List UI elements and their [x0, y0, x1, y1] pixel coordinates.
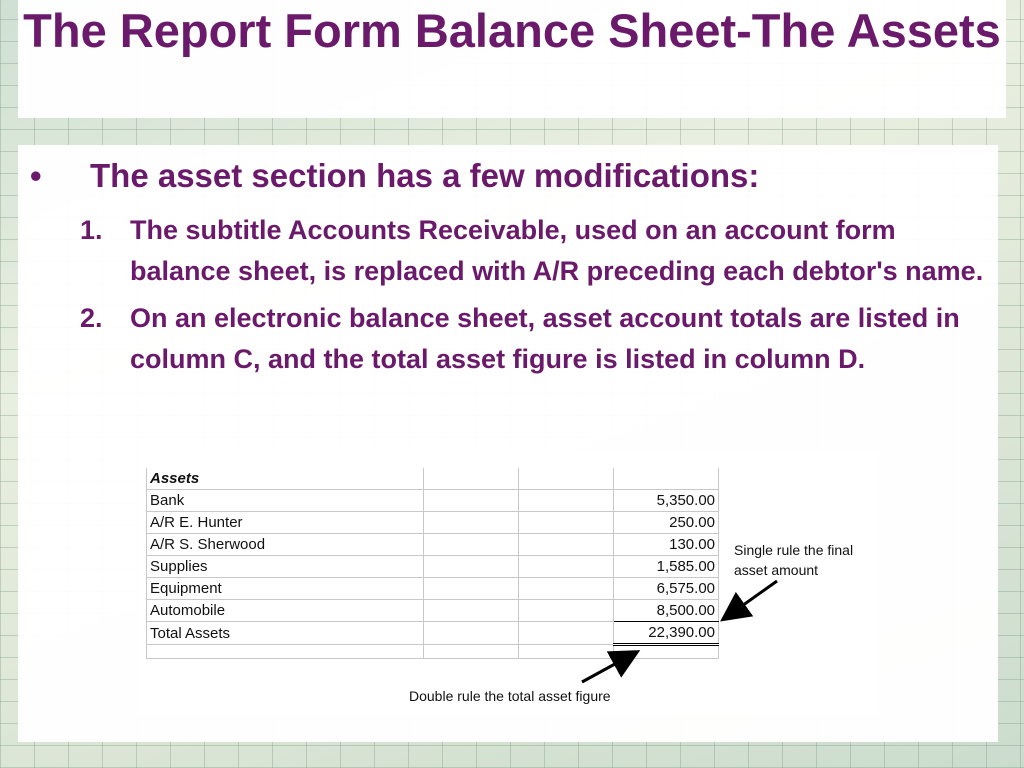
- table-header-cell: Assets: [147, 468, 424, 490]
- table-row: [147, 622, 719, 645]
- bullet-text: The asset section has a few modifications:: [90, 157, 760, 194]
- table-row: [147, 645, 719, 659]
- list-item-number: 1.: [80, 215, 103, 245]
- row-amount: 250.00: [614, 512, 719, 534]
- row-amount: 22,390.00: [614, 622, 719, 645]
- row-amount: 1,585.00: [614, 556, 719, 578]
- list-item: [80, 298, 990, 380]
- row-amount: 5,350.00: [614, 490, 719, 512]
- table-row: [147, 534, 719, 556]
- single-rule-note: Single rule the final asset amount: [734, 542, 854, 578]
- row-label: A/R S. Sherwood: [147, 534, 424, 556]
- list-item-number: 2.: [80, 303, 103, 333]
- table-row: [147, 600, 719, 622]
- bullet-point: [30, 154, 759, 198]
- row-amount: 130.00: [614, 534, 719, 556]
- bullet-icon: •: [30, 157, 42, 194]
- row-label: Automobile: [147, 600, 424, 622]
- table-row: [147, 490, 719, 512]
- arrow-to-single-rule: [725, 581, 777, 618]
- row-label: Supplies: [147, 556, 424, 578]
- list-item-text: The subtitle Accounts Receivable, used on an account form balance sheet, is replaced with A/R preceding each debtor's name.: [130, 215, 984, 286]
- list-item: [80, 210, 990, 292]
- row-amount: 6,575.00: [614, 578, 719, 600]
- table-row: [147, 578, 719, 600]
- list-item-text: On an electronic balance sheet, asset account totals are listed in column C, and the total asset figure is listed in column D.: [130, 303, 960, 374]
- row-label: A/R E. Hunter: [147, 512, 424, 534]
- row-label: Equipment: [147, 578, 424, 600]
- numbered-list: [80, 210, 990, 450]
- table-row: [147, 468, 719, 490]
- assets-table: [146, 468, 719, 659]
- slide-title: The Report Form Balance Sheet-The Assets: [23, 4, 1001, 57]
- spreadsheet-image: [137, 450, 879, 716]
- row-label: Bank: [147, 490, 424, 512]
- row-amount: 8,500.00: [614, 600, 719, 622]
- table-row: [147, 556, 719, 578]
- row-label: Total Assets: [147, 622, 424, 645]
- table-row: [147, 512, 719, 534]
- double-rule-note: Double rule the total asset figure: [409, 688, 611, 704]
